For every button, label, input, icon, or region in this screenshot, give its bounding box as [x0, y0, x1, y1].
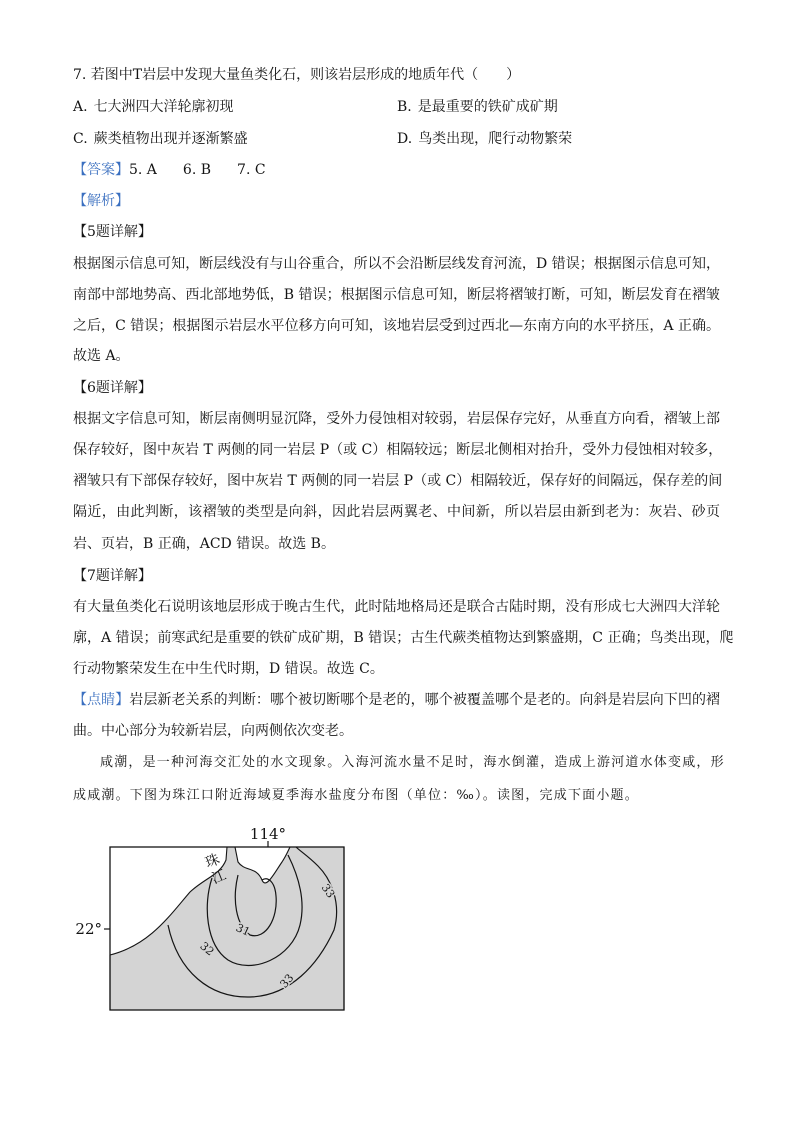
tip-text: 岩层新老关系的判断：哪个被切断哪个是老的，哪个被覆盖哪个是老的。向斜是岩层向下凹的褶 — [129, 692, 721, 708]
answer-item: 6. B — [182, 162, 212, 178]
paragraph-line: 隔近，由此判断，该褶皱的类型是向斜，因此岩层两翼老、中间新，所以岩层由新到老为：灰岩、砂页 — [73, 504, 720, 520]
answer-tag: 【答案】 — [73, 162, 129, 178]
option-a — [73, 97, 234, 117]
option-d — [397, 129, 572, 149]
option-text: 七大洲四大洋轮廓初现 — [93, 99, 234, 115]
paragraph-line: 廓，A 错误；前寒武纪是重要的铁矿成矿期，B 错误；古生代蕨类植物达到繁盛期，C 正确；鸟类出现，爬 — [73, 630, 734, 646]
tip-line: 曲。中心部分为较新岩层，向两侧依次变老。 — [73, 723, 353, 739]
river-label: 珠江 — [201, 851, 229, 889]
paragraph-line: 根据图示信息可知，断层线没有与山谷重合，所以不会沿断层线发育河流，D 错误；根据图示信息可知， — [73, 256, 720, 272]
contour-label: 32 — [197, 939, 217, 959]
analysis-tag: 【解析】 — [73, 193, 129, 209]
paragraph-line: 有大量鱼类化石说明该地层形成于晚古生代，此时陆地格局还是联合古陆时期，没有形成七大洲四大洋轮 — [73, 599, 720, 615]
detail-heading: 【5题详解】 — [73, 224, 152, 240]
answer-item: 5. A — [129, 162, 157, 178]
longitude-label: 114° — [249, 825, 287, 843]
paragraph-line: 岩、页岩，B 正确，ACD 错误。故选 B。 — [73, 536, 335, 552]
option-text: 是最重要的铁矿成矿期 — [417, 99, 558, 115]
paragraph-line: 南部中部地势高、西北部地势低，B 错误；根据图示信息可知，断层将褶皱打断，可知，断层发育在褶皱 — [73, 287, 720, 303]
tip-line — [73, 690, 720, 710]
option-label: D. — [397, 131, 413, 147]
salinity-map — [60, 815, 360, 1020]
tip-tag: 【点睛】 — [73, 692, 130, 708]
option-text: 蕨类植物出现并逐渐繁盛 — [93, 131, 248, 147]
answer-line — [73, 160, 720, 180]
option-label: B. — [397, 99, 412, 115]
option-label: A. — [73, 99, 88, 115]
answer-item: 7. C — [237, 162, 266, 178]
intro-line: 咸潮，是一种河海交汇处的水文现象。入海河流水量不足时，海水倒灌，造成上游河道水体变咸，形 — [100, 755, 725, 770]
option-text: 鸟类出现，爬行动物繁荣 — [418, 131, 573, 147]
option-c — [73, 129, 248, 149]
paragraph-line: 行动物繁荣发生在中生代时期，D 错误。故选 C。 — [73, 661, 384, 677]
contour-label: 33 — [318, 881, 338, 901]
paragraph-line: 之后，C 错误；根据图示岩层水平位移方向可知，该地岩层受到过西北—东南方向的水平挤压，A 正确。 — [73, 318, 720, 334]
contour-label: 33 — [277, 971, 297, 991]
option-b — [397, 97, 558, 117]
detail-heading: 【7题详解】 — [73, 568, 152, 584]
latitude-label: 22° — [75, 920, 102, 938]
contour-label: 31 — [233, 921, 253, 939]
paragraph-line: 褶皱只有下部保存较好，图中灰岩 T 两侧的同一岩层 P（或 C）相隔较近，保存好的间隔远，保存差的间 — [73, 473, 723, 489]
intro-line: 成咸潮。下图为珠江口附近海域夏季海水盐度分布图（单位：‰）。读图，完成下面小题。 — [73, 788, 639, 803]
paragraph-line: 保存较好，图中灰岩 T 两侧的同一岩层 P（或 C）相隔较远；断层北侧相对抬升，受外力侵蚀相对较多， — [73, 442, 723, 458]
paragraph-line: 根据文字信息可知，断层南侧明显沉降，受外力侵蚀相对较弱，岩层保存完好，从垂直方向看，褶皱上部 — [73, 411, 720, 427]
detail-heading: 【6题详解】 — [73, 380, 152, 396]
paragraph-line: 故选 A。 — [73, 348, 130, 364]
question-stem: 7. 若图中T岩层中发现大量鱼类化石，则该岩层形成的地质年代（ ） — [73, 67, 521, 83]
option-label: C. — [73, 131, 88, 147]
